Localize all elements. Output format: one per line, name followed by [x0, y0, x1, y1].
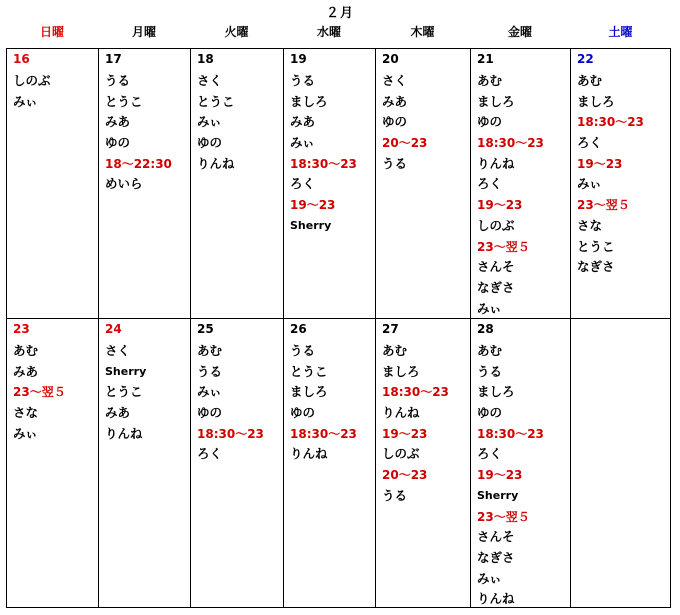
staff-name: あむ — [577, 73, 603, 88]
weekday-header-1: 月曜 — [131, 25, 156, 39]
staff-name: ましろ — [477, 384, 515, 400]
staff-name: みあ — [105, 405, 131, 421]
staff-name: うる — [290, 73, 316, 88]
staff-name: ましろ — [477, 93, 515, 109]
staff-name: ましろ — [290, 93, 328, 109]
day-number — [577, 321, 671, 341]
shift-time: 18:30～23 — [477, 426, 544, 441]
day-number: 27 — [382, 322, 399, 336]
shift-time: 18:30～23 — [197, 426, 264, 441]
day-cell — [376, 49, 470, 318]
staff-name: みぃ — [477, 300, 502, 316]
day-number: 20 — [382, 52, 399, 66]
day-cell — [99, 319, 190, 608]
day-number: 28 — [477, 322, 494, 336]
staff-name: とうこ — [105, 93, 143, 109]
staff-name: ゆの — [477, 114, 503, 130]
shift-time: 18:30～23 — [290, 156, 357, 171]
staff-name: ゆの — [477, 405, 503, 421]
staff-name: うる — [105, 73, 131, 88]
day-cell — [99, 49, 190, 318]
shift-time: 19～23 — [382, 426, 428, 441]
shift-time: 18:30～23 — [477, 136, 544, 151]
staff-name: ろく — [477, 176, 503, 192]
weekday-header-4: 木曜 — [410, 25, 435, 39]
staff-name: とうこ — [577, 238, 615, 254]
staff-name: あむ — [13, 343, 39, 358]
day-number: 23 — [13, 322, 30, 336]
staff-name: ゆの — [197, 405, 223, 421]
day-number: 21 — [477, 52, 494, 66]
staff-name: うる — [197, 363, 223, 379]
day-number: 24 — [105, 322, 122, 336]
staff-name: ゆの — [105, 135, 131, 151]
staff-name: みぃ — [13, 93, 38, 109]
weekday-header-2: 火曜 — [224, 25, 249, 39]
shift-time: 19～23 — [477, 468, 523, 483]
staff-name: さな — [577, 217, 603, 233]
day-cell — [471, 49, 570, 318]
shift-time: 19～23 — [577, 156, 623, 171]
staff-name: みあ — [382, 93, 408, 109]
weekday-header-6: 土曜 — [608, 25, 633, 39]
staff-name: とうこ — [290, 363, 328, 379]
staff-name: あむ — [197, 343, 223, 358]
staff-name: あむ — [382, 343, 408, 358]
staff-name: うる — [382, 487, 408, 503]
shift-time: 23～翌５ — [477, 239, 530, 254]
staff-name: Sherry — [105, 364, 147, 378]
day-cell — [7, 49, 98, 318]
staff-name: りんね — [105, 425, 143, 441]
staff-name: さんそ — [477, 259, 515, 275]
staff-name: うる — [382, 155, 408, 171]
staff-name: Sherry — [290, 218, 332, 232]
staff-name: みあ — [290, 114, 316, 130]
staff-name: とうこ — [105, 384, 143, 400]
staff-name: みぃ — [197, 114, 222, 130]
staff-name: さく — [105, 343, 131, 358]
staff-name: ろく — [477, 446, 503, 462]
staff-name: ろく — [197, 446, 223, 462]
shift-time: 20～23 — [382, 468, 428, 483]
staff-name: みあ — [105, 114, 131, 130]
shift-time: 18:30～23 — [382, 385, 449, 400]
staff-name: うる — [290, 343, 316, 358]
day-cell — [376, 319, 470, 608]
day-number: 26 — [290, 322, 307, 336]
staff-name: しのぶ — [477, 217, 515, 233]
day-cell — [284, 319, 375, 608]
staff-name: ましろ — [382, 363, 420, 379]
weekday-header-3: 水曜 — [316, 25, 341, 39]
day-cell — [191, 319, 283, 608]
staff-name: りんね — [477, 155, 515, 171]
shift-time: 20～23 — [382, 136, 428, 151]
staff-name: ましろ — [290, 384, 328, 400]
staff-name: ろく — [290, 176, 316, 192]
staff-name: ろく — [577, 135, 603, 151]
staff-name: りんね — [290, 446, 328, 462]
staff-name: あむ — [477, 343, 503, 358]
day-number: 22 — [577, 52, 594, 66]
staff-name: みあ — [13, 363, 39, 379]
staff-name: しのぶ — [13, 73, 51, 88]
staff-name: さんそ — [477, 529, 515, 545]
staff-name: みぃ — [477, 570, 502, 586]
weekday-header-0: 日曜 — [39, 25, 64, 39]
day-cell — [284, 49, 375, 318]
staff-name: めいら — [105, 176, 143, 192]
staff-name: うる — [477, 363, 503, 379]
staff-name: りんね — [477, 591, 515, 607]
staff-name: ゆの — [290, 405, 316, 421]
staff-name: みぃ — [197, 384, 222, 400]
day-cell — [7, 319, 98, 608]
staff-name: りんね — [382, 405, 420, 421]
staff-name: しのぶ — [382, 446, 420, 462]
day-cell — [571, 319, 671, 608]
staff-name: さな — [13, 405, 39, 421]
staff-name: あむ — [477, 73, 503, 88]
day-number: 25 — [197, 322, 214, 336]
shift-time: 19～23 — [290, 198, 336, 213]
staff-name: みぃ — [577, 176, 602, 192]
day-number: 18 — [197, 52, 214, 66]
day-cell — [471, 319, 570, 608]
weekday-header-row — [6, 19, 671, 45]
staff-name: なぎさ — [477, 549, 515, 565]
day-cell — [571, 49, 671, 318]
weekday-header-5: 金曜 — [507, 25, 532, 39]
day-cell — [191, 49, 283, 318]
staff-name: さく — [382, 73, 408, 88]
day-number: 19 — [290, 52, 307, 66]
shift-time: 23～翌５ — [477, 509, 530, 524]
staff-name: みぃ — [290, 135, 315, 151]
staff-name: みぃ — [13, 425, 38, 441]
shift-time: 18:30～23 — [290, 426, 357, 441]
shift-time: 23～翌５ — [13, 385, 66, 400]
day-number: 16 — [13, 52, 30, 66]
calendar-grid — [6, 48, 671, 608]
staff-name: ましろ — [577, 93, 615, 109]
day-number: 17 — [105, 52, 122, 66]
shift-time: 18～22:30 — [105, 156, 172, 171]
staff-name: なぎさ — [577, 259, 615, 275]
staff-name: りんね — [197, 155, 235, 171]
staff-name: なぎさ — [477, 279, 515, 295]
shift-time: 23～翌５ — [577, 198, 630, 213]
staff-name: とうこ — [197, 93, 235, 109]
calendar-title: ２月 — [325, 6, 354, 21]
staff-name: ゆの — [382, 114, 408, 130]
staff-name: さく — [197, 73, 223, 88]
staff-name: Sherry — [477, 488, 519, 502]
staff-name: ゆの — [197, 135, 223, 151]
shift-time: 19～23 — [477, 198, 523, 213]
shift-time: 18:30～23 — [577, 115, 644, 130]
